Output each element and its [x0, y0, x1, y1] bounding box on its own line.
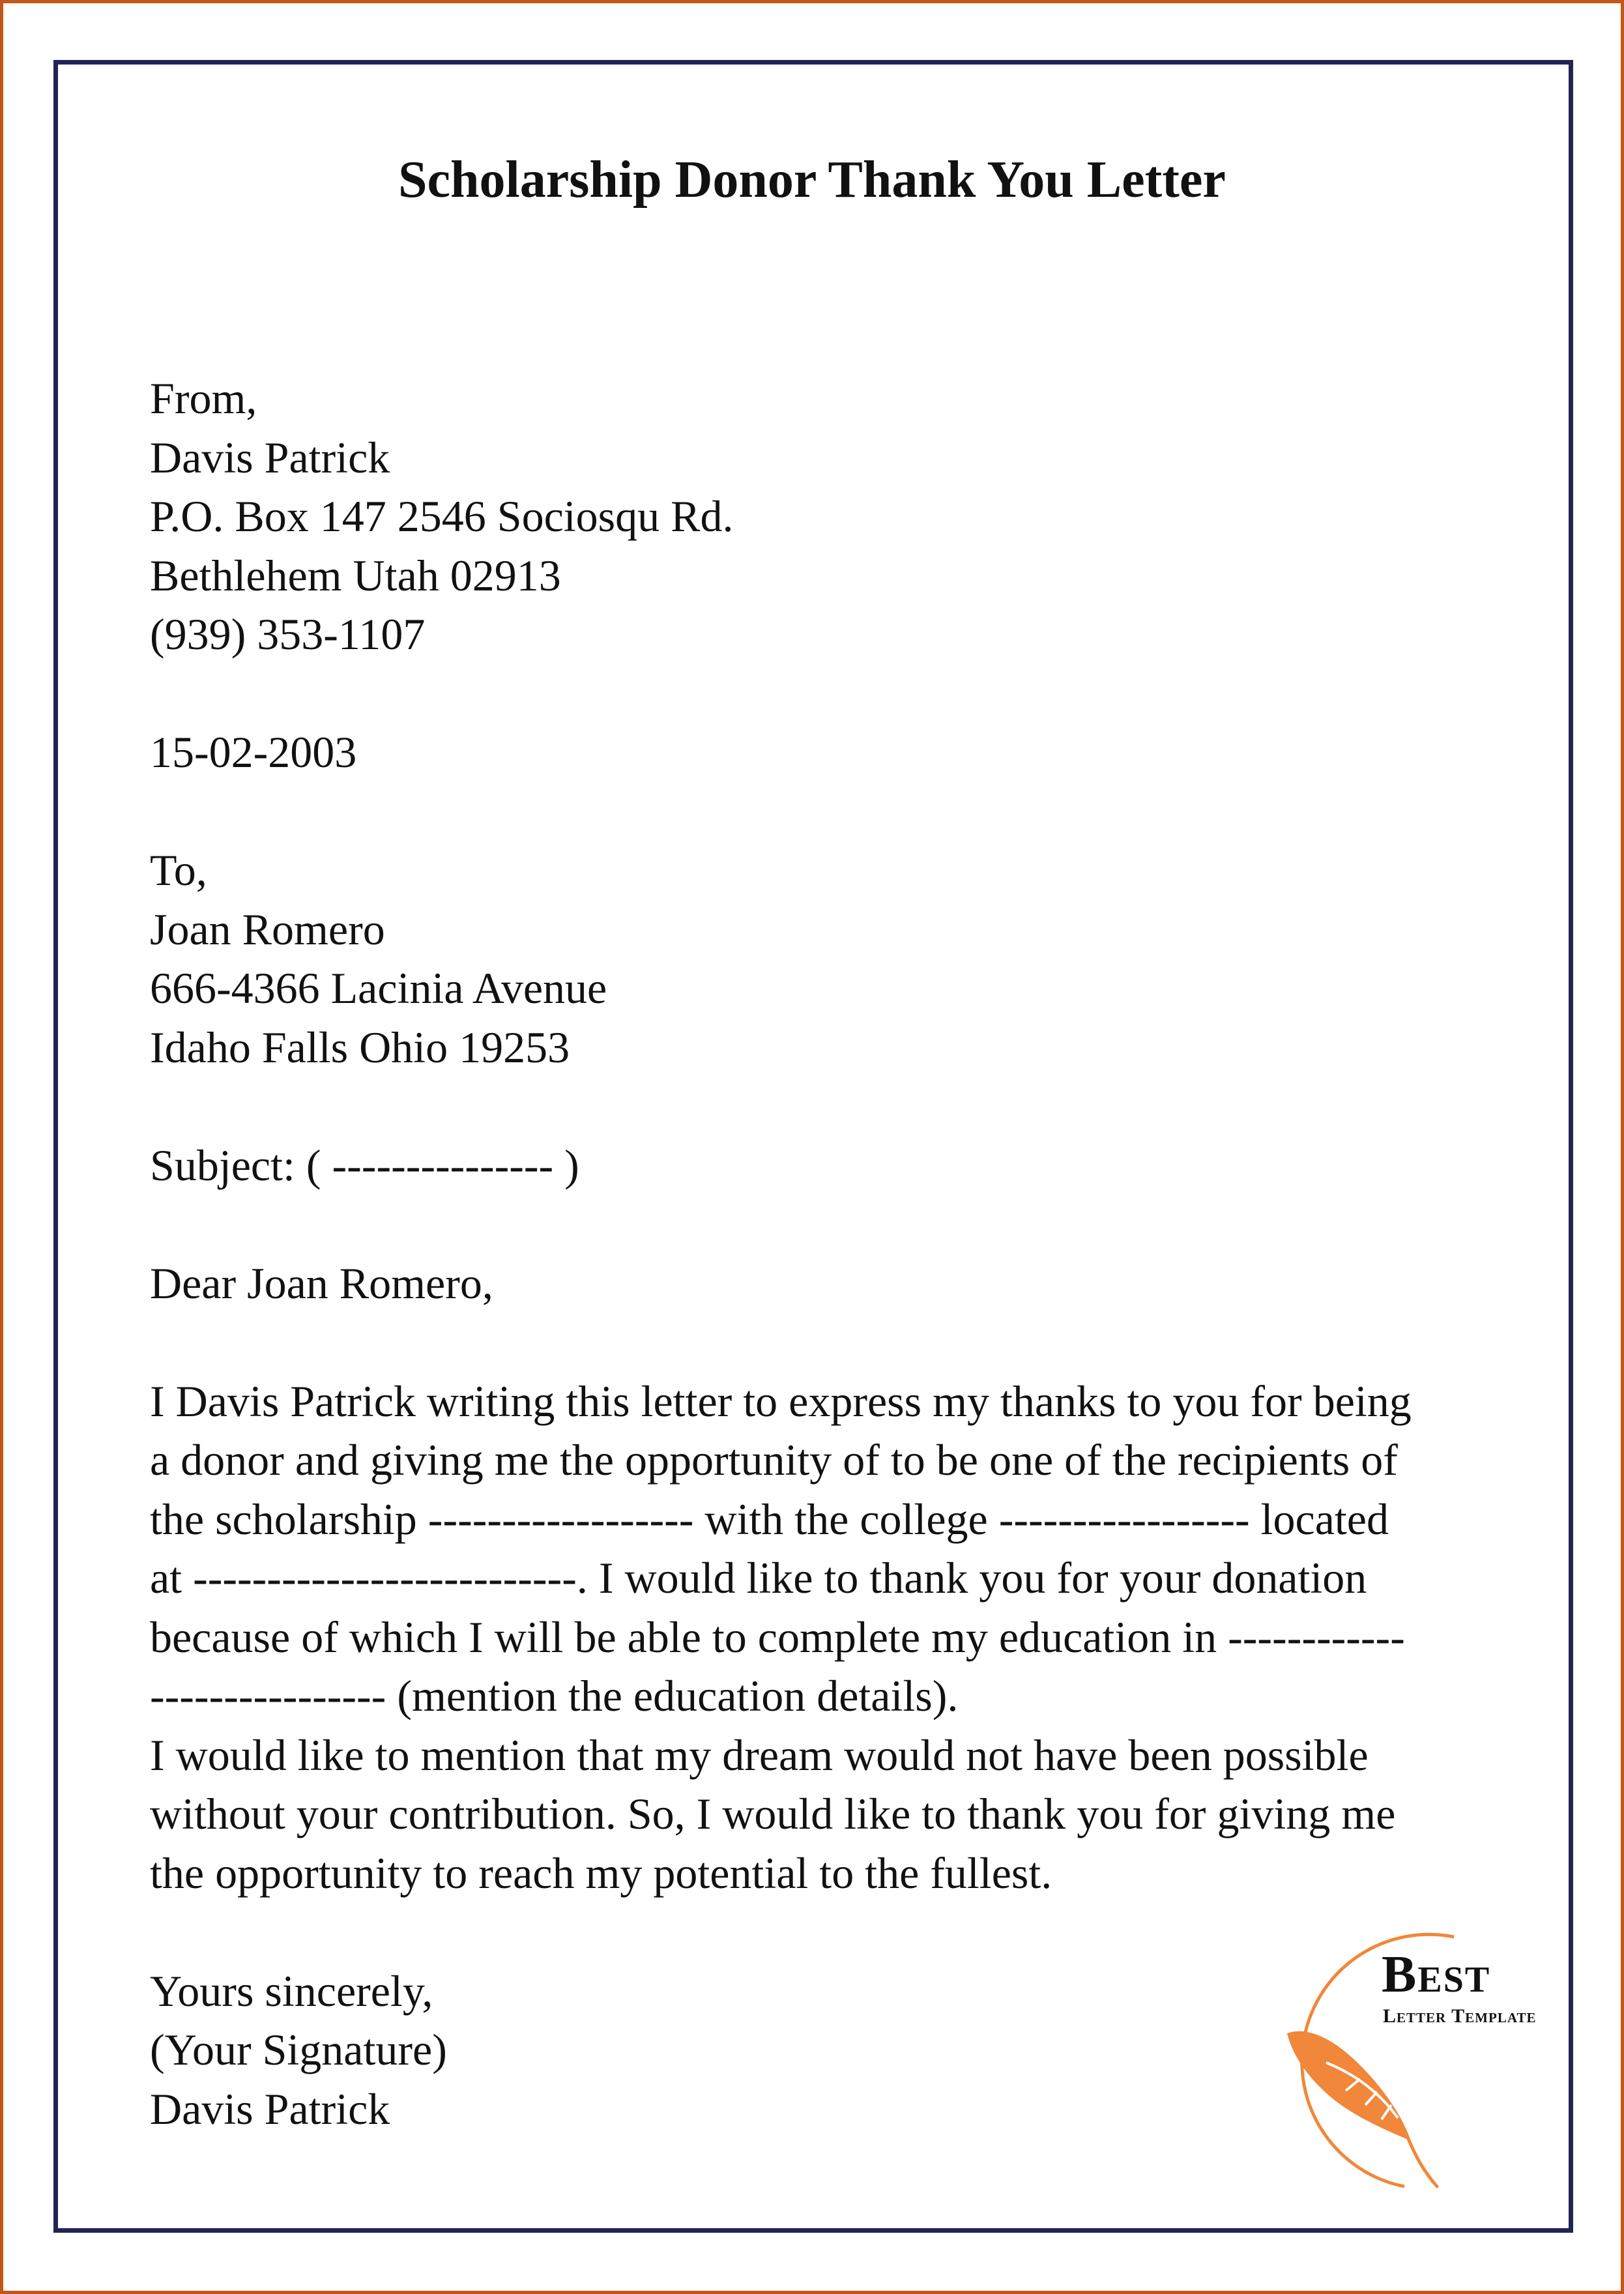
recipient-address-line2: Idaho Falls Ohio 19253	[150, 1022, 570, 1072]
subject-line: Subject: ( --------------- )	[150, 1140, 579, 1190]
closing-line: Yours sincerely,	[150, 1966, 433, 2016]
sender-address-line2: Bethlehem Utah 02913	[150, 550, 561, 600]
recipient-address-line1: 666-4366 Lacinia Avenue	[150, 963, 607, 1013]
to-label: To,	[150, 845, 207, 895]
body-line: the opportunity to reach my potential to the fullest.	[150, 1848, 1052, 1898]
page-title: Scholarship Donor Thank You Letter	[398, 151, 1226, 209]
body-line: the scholarship ------------------ with the college ----------------- located	[150, 1494, 1389, 1544]
salutation: Dear Joan Romero,	[150, 1258, 493, 1308]
logo-brand-text: Best	[1382, 1946, 1491, 2003]
signature-placeholder: (Your Signature)	[150, 2025, 447, 2074]
recipient-name: Joan Romero	[150, 904, 385, 954]
sender-name: Davis Patrick	[150, 432, 390, 482]
body-line: at --------------------------. I would like to thank you for your donation	[150, 1553, 1367, 1603]
sender-phone: (939) 353-1107	[150, 609, 426, 659]
letter-date: 15-02-2003	[150, 727, 357, 777]
logo-tagline-text: Letter Template	[1383, 2005, 1537, 2027]
body-line: I would like to mention that my dream would not have been possible	[150, 1730, 1369, 1780]
letter-body	[150, 369, 1492, 2138]
body-line: because of which I will be able to complete my education in ------------	[150, 1612, 1405, 1662]
from-label: From,	[150, 373, 257, 423]
body-line: ---------------- (mention the education details).	[150, 1671, 959, 1720]
sender-address-line1: P.O. Box 147 2546 Sociosqu Rd.	[150, 491, 734, 541]
body-line: a donor and giving me the opportunity of to be one of the recipients of	[150, 1435, 1398, 1485]
body-line: without your contribution. So, I would like to thank you for giving me	[150, 1789, 1396, 1838]
signer-name: Davis Patrick	[150, 2083, 390, 2134]
body-line: I Davis Patrick writing this letter to express my thanks to you for being	[150, 1376, 1412, 1426]
